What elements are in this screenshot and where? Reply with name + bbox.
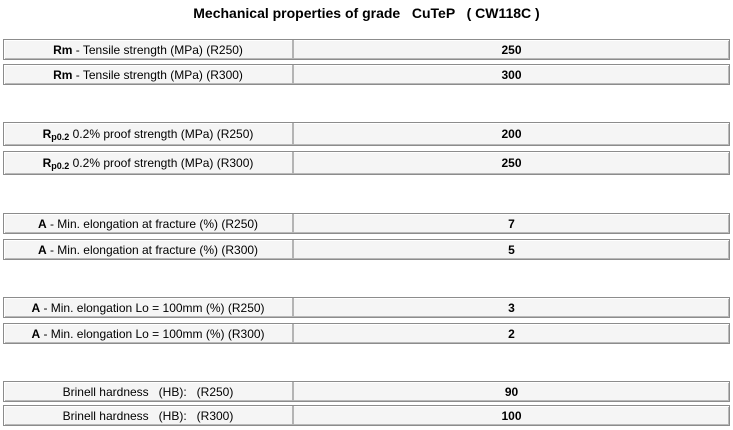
table-row <box>3 323 730 344</box>
property-label <box>4 406 294 425</box>
property-subscript: p0.2 <box>51 161 70 171</box>
property-name: Brinell hardness (HB): (R300) <box>62 408 234 423</box>
property-name: - Min. elongation at fracture (%) (R300) <box>46 242 259 257</box>
page-title: Mechanical properties of grade CuTeP ( CW118C ) <box>193 5 540 21</box>
property-value: 7 <box>508 216 515 231</box>
property-symbol: R <box>42 127 52 141</box>
property-label <box>4 324 294 343</box>
property-value: 5 <box>508 242 515 257</box>
table-row <box>3 122 730 146</box>
property-value: 250 <box>501 42 522 57</box>
table-row <box>3 297 730 318</box>
property-symbol: Rm <box>53 42 73 57</box>
property-label <box>4 123 294 145</box>
property-label <box>4 65 294 84</box>
property-symbol: R <box>42 156 52 170</box>
table-row <box>3 381 730 402</box>
property-symbol: Rm <box>53 67 73 82</box>
property-symbol: A <box>31 300 41 315</box>
property-label <box>4 382 294 401</box>
property-label <box>4 214 294 233</box>
table-row <box>3 39 730 60</box>
property-name: - Min. elongation Lo = 100mm (%) (R300) <box>40 326 265 341</box>
property-subscript: p0.2 <box>51 132 70 142</box>
table-row <box>3 151 730 175</box>
property-name: - Tensile strength (MPa) (R250) <box>72 42 243 57</box>
property-symbol: A <box>31 326 41 341</box>
property-name: 0.2% proof strength (MPa) (R250) <box>69 127 254 141</box>
property-name: - Min. elongation Lo = 100mm (%) (R250) <box>40 300 265 315</box>
property-value: 3 <box>508 300 515 315</box>
table-row <box>3 239 730 260</box>
table-row <box>3 64 730 85</box>
property-label <box>4 240 294 259</box>
property-symbol: A <box>37 216 47 231</box>
property-value: 100 <box>501 408 522 423</box>
property-label <box>4 152 294 174</box>
property-symbol: A <box>37 242 47 257</box>
property-label <box>4 298 294 317</box>
property-value: 2 <box>508 326 515 341</box>
property-name: - Tensile strength (MPa) (R300) <box>72 67 243 82</box>
table-row <box>3 213 730 234</box>
property-name: Brinell hardness (HB): (R250) <box>62 384 234 399</box>
property-value: 250 <box>501 156 522 170</box>
property-name: - Min. elongation at fracture (%) (R250) <box>46 216 259 231</box>
property-value: 300 <box>501 67 522 82</box>
table-row <box>3 405 730 426</box>
property-value: 90 <box>504 384 519 399</box>
property-label <box>4 40 294 59</box>
property-value: 200 <box>501 127 522 141</box>
property-name: 0.2% proof strength (MPa) (R300) <box>69 156 254 170</box>
